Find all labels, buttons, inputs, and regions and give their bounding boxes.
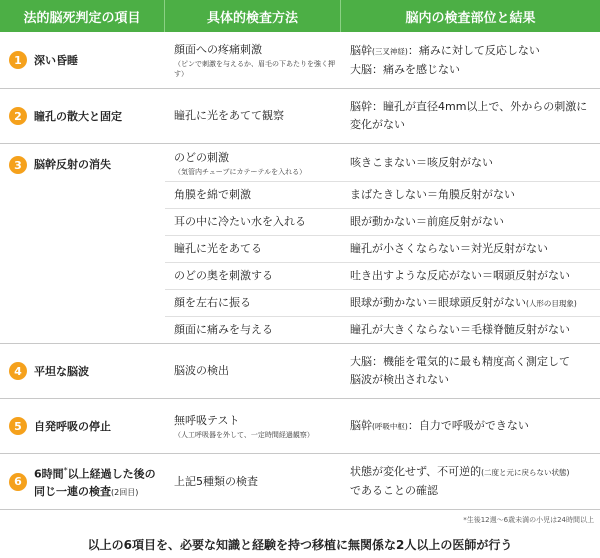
result-text: 大脳：機能を電気的に最も精度高く測定して — [350, 355, 570, 368]
header-method: 具体的検査方法 — [165, 0, 341, 32]
table-row — [165, 89, 600, 143]
result-text: 脳幹：瞳孔が直径4mm以上で、外からの刺激に — [350, 100, 588, 113]
header-result: 脳内の検査部位と結果 — [405, 10, 536, 26]
number-badge: 4 — [9, 362, 27, 380]
criterion-group-1 — [0, 32, 600, 89]
table-header — [0, 0, 600, 32]
footnote-marker: * — [63, 466, 68, 476]
method-cell: 顔面に痛みを与える — [174, 323, 273, 336]
result-cell — [341, 294, 600, 313]
result-cell: 瞳孔が大きくならない＝毛様脊髄反射がない — [350, 323, 570, 336]
criterion-text: 6時間 — [34, 467, 64, 481]
method-cell: のどの奥を刺激する — [174, 269, 273, 282]
result-text: 脳幹 — [350, 418, 372, 432]
number-badge: 1 — [9, 51, 27, 69]
table-row — [165, 262, 600, 289]
table-row — [165, 344, 600, 398]
method-cell: 耳の中に冷たい水を入れる — [174, 215, 306, 228]
number-badge: 2 — [9, 107, 27, 125]
number-badge: 5 — [9, 417, 27, 435]
method-cell: 角膜を綿で刺激 — [174, 188, 251, 201]
criterion-group-3 — [0, 144, 600, 344]
table-row — [165, 144, 600, 181]
method-text: のどの刺激 — [174, 150, 229, 164]
result-text: 脳波が検出されない — [350, 373, 449, 386]
table-row — [165, 289, 600, 316]
table-row — [165, 235, 600, 262]
criterion-text: 以上経過した後の — [67, 467, 156, 481]
criterion-group-4 — [0, 344, 600, 399]
footnote: *生後12週〜6歳未満の小児は24時間以上 — [463, 516, 594, 524]
method-cell: 顔を左右に振る — [174, 296, 251, 309]
number-badge: 3 — [9, 156, 27, 174]
table-row — [165, 181, 600, 208]
method-cell: 瞳孔に光をあてる — [174, 242, 262, 255]
result-cell: 瞳孔が小さくならない＝対光反射がない — [350, 242, 548, 255]
method-cell — [165, 149, 341, 177]
criterion-label: 瞳孔の散大と固定 — [34, 109, 122, 123]
result-cell: 咳きこまない＝咳反射がない — [350, 155, 493, 169]
criterion-label: 脳幹反射の消失 — [34, 158, 111, 171]
result-note: (呼吸中枢) — [372, 421, 408, 431]
result-note: (三叉神経) — [372, 46, 408, 56]
method-text: 瞳孔に光をあてて観察 — [174, 109, 284, 122]
table-row — [165, 316, 600, 343]
method-note: （気管内チューブにカテーテルを入れる） — [174, 167, 307, 176]
method-cell — [165, 41, 341, 79]
criterion-group-6 — [0, 454, 600, 510]
method-cell — [165, 107, 341, 125]
result-text: 脳幹 — [350, 43, 372, 57]
result-text: 状態が変化せず、不可逆的 — [350, 465, 482, 478]
result-cell: 眼が動かない＝前庭反射がない — [350, 215, 504, 228]
method-text: 顔面への疼痛刺激 — [174, 43, 262, 56]
criterion-label: 自発呼吸の停止 — [34, 419, 111, 433]
result-note: (人形の目現象) — [526, 298, 577, 308]
result-text: であることの確認 — [350, 484, 438, 497]
result-cell — [341, 42, 600, 79]
table-row — [165, 208, 600, 235]
method-note: （人工呼吸器を外して、一定時間経過観察） — [174, 431, 314, 439]
criterion-label — [34, 462, 156, 501]
result-cell: まばたきしない＝角膜反射がない — [350, 188, 515, 201]
method-text: 無呼吸テスト — [174, 414, 240, 427]
method-cell — [165, 412, 341, 440]
summary-text: 以上の6項目を、必要な知識と経験を持つ移植に無関係な2人以上の医師が行う — [87, 538, 513, 552]
table-row — [165, 454, 600, 509]
method-cell: 上記5種類の検査 — [174, 474, 258, 488]
criterion-text: 同じ一連の検査 — [34, 484, 111, 498]
criterion-group-5 — [0, 399, 600, 454]
result-cell — [341, 417, 600, 436]
result-text: 眼球が動かない＝眼球頭反射がない — [350, 295, 526, 309]
result-cell — [341, 463, 600, 500]
table-row — [165, 32, 600, 88]
result-text: ：自力で呼吸ができない — [407, 418, 529, 432]
result-cell: 吐き出すような反応がない＝咽頭反射がない — [350, 269, 570, 282]
table-row — [165, 399, 600, 453]
result-cell — [341, 98, 600, 134]
criterion-label: 深い昏睡 — [34, 53, 78, 67]
criterion-note: (2回目) — [111, 487, 139, 497]
method-note: （ピンで刺激を与えるか、眉毛の下あたりを強く押す） — [174, 60, 335, 78]
number-badge: 6 — [9, 473, 27, 491]
header-criterion: 法的脳死判定の項目 — [0, 0, 165, 32]
result-text: ：痛みに対して反応しない — [407, 43, 540, 57]
result-text: 大脳：痛みを感じない — [350, 62, 460, 76]
method-cell: 脳波の検出 — [174, 364, 229, 377]
criterion-label: 平坦な脳波 — [34, 364, 89, 378]
result-note: (二度と元に戻らない状態) — [481, 468, 570, 477]
result-cell — [341, 353, 600, 389]
result-text: 変化がない — [350, 118, 405, 131]
criterion-group-2 — [0, 89, 600, 144]
